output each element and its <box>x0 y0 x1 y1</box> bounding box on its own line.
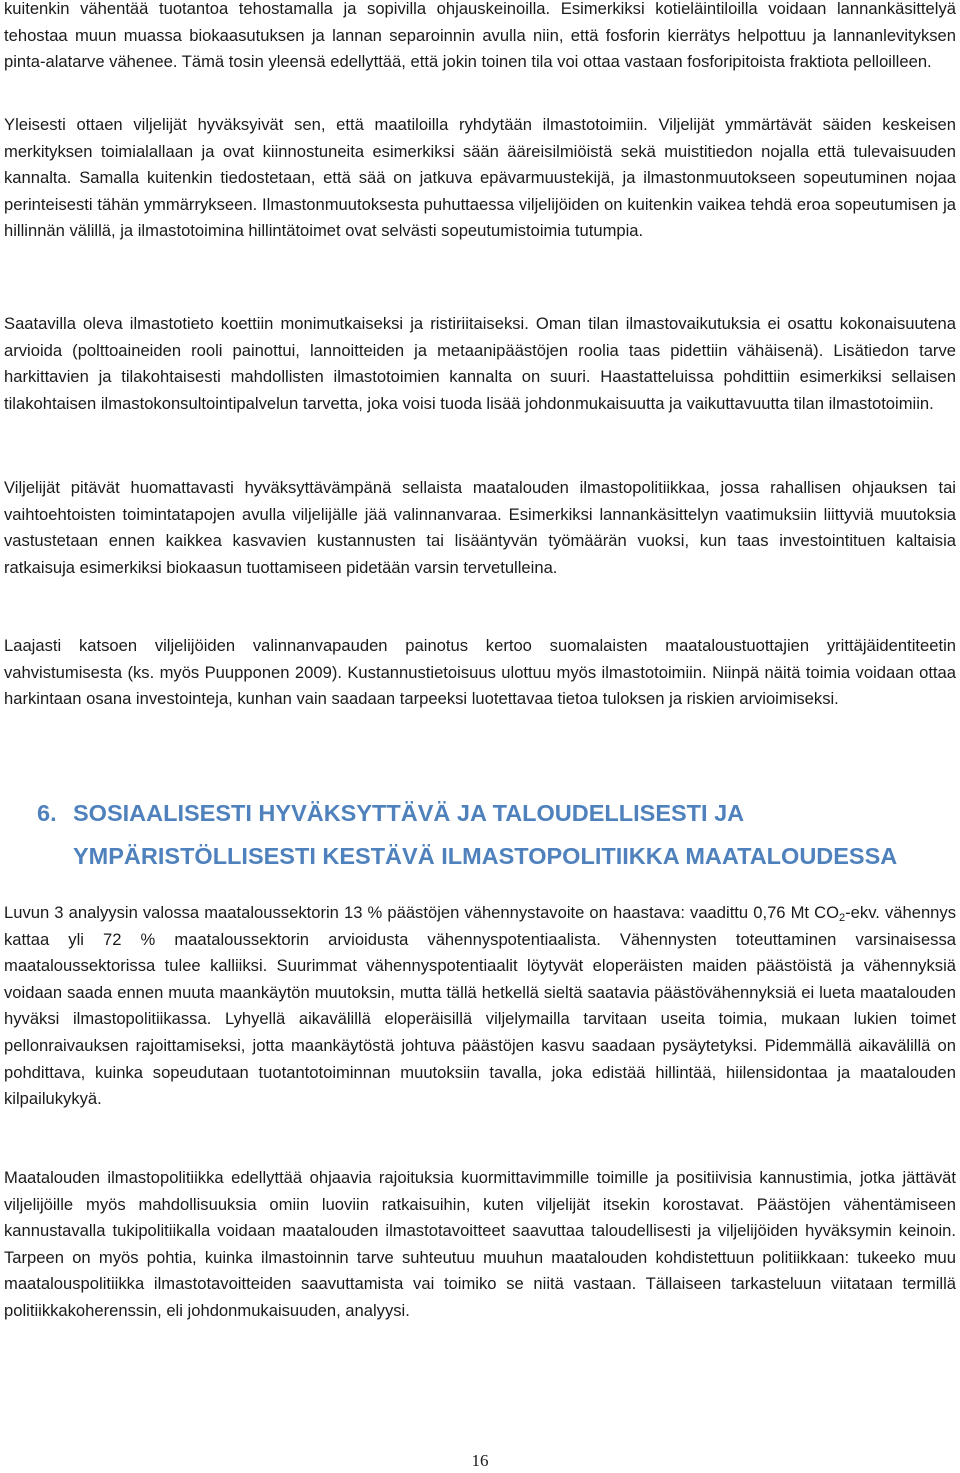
section-title-line-1: SOSIAALISESTI HYVÄKSYTTÄVÄ JA TALOUDELLISESTI JA <box>73 800 745 826</box>
paragraph-farmer-acceptance: Yleisesti ottaen viljelijät hyväksyivät sen, että maatiloilla ryhdytään ilmastotoimiin. Viljelijät ymmärtävät säiden keskeisen merkityksen toimialallaan ja ovat kiinnostuneita esimerkiksi sään ääreisilmiöistä sekä muistitiedon nojalla että tulevaisuuden kannalta. Samalla kuitenkin tiedostetaan, että sää on jatkuva epävarmuustekijä, ja ilmastonmuutokseen sopeutuminen nojaa perinteisesti tähän ymmärrykseen. Ilmastonmuutoksesta puhuttaessa viljelijöiden on kuitenkin vaikea tehdä eroa sopeutumisen ja hillinnän välillä, ja ilmastotoimina hillintätoimet ovat selvästi sopeutumistoimia tutumpia. <box>4 115 956 241</box>
paragraph-policy-preference: Viljelijät pitävät huomattavasti hyväksyttävämpänä sellaista maatalouden ilmastopolitiikkaa, jossa rahallisen ohjauksen tai vaihtoehtoisten toimintatapojen avulla viljelijälle jää valinnanvaraa. Esimerkiksi lannankäsittelyn vaatimuksiin liittyviä muutoksia vastustetaan ennen kaikkea kasvavien kustannusten tai lisääntyvän työmäärän vuoksi, kun taas investointituen kaltaisia ratkaisuja esimerkiksi biokaasun tuottamiseen pidetään varsin tervetulleina. <box>4 478 956 577</box>
paragraph-climate-information: Saatavilla oleva ilmastotieto koettiin monimutkaiseksi ja ristiriitaiseksi. Oman tilan ilmastovaikutuksia ei osattu kokonaisuutena arvioida (polttoaineiden rooli painottui, lannoitteiden ja metaanipäästöjen roolia taas pidettiin vähäisenä). Lisätiedon tarve harkittavien ja tilakohtaisesti mahdollisten ilmastotoimien kannalta on suuri. Haastatteluissa pohdittiin esimerkiksi sellaisen tilakohtaisen ilmastokonsultointipalvelun tarvetta, joka voisi tuoda lisää johdonmukaisuutta ja vaikuttavuutta tilan ilmastotoimiin. <box>4 314 956 413</box>
section-number: 6. <box>37 800 57 826</box>
section-title-line-2: YMPÄRISTÖLLISESTI KESTÄVÄ ILMASTOPOLITIIKKA MAATALOUDESSA <box>73 843 898 869</box>
section-heading <box>37 792 947 878</box>
page-number: 16 <box>471 1451 489 1470</box>
paragraph-freedom-of-choice: Laajasti katsoen viljelijöiden valinnanvapauden painotus kertoo suomalaisten maataloustuottajien yrittäjäidentiteetin vahvistumisesta (ks. myös Puupponen 2009). Kustannustietoisuus ulottuu myös ilmastotoimiin. Niinpä näitä toimia voidaan ottaa harkintaan osana investointeja, kunhan vain saadaan tarpeeksi luotettavaa tietoa tuloksen ja riskien arvioimiseksi. <box>4 636 956 709</box>
co2-subscript: 2 <box>839 912 846 924</box>
paragraph-emission-target-rest: -ekv. vähennys kattaa yli 72 % maataloussektorin arvioidusta vähennyspotentiaalista. Vähennysten toteuttaminen varsinaisessa maataloussektorissa tulee kalliiksi. Suurimmat vähennyspotentiaalit löytyvät eloperäisten maiden päästöistä ja vähennyksiä voidaan saada ennen muuta maankäytön muutoksin, mutta tällä hetkellä sieltä saatavia päästövähennyksiä ei lueta maatalouden hyväksi ilmastopolitiikassa. Lyhyellä aikavälillä eloperäisillä viljelymailla tarvitaan useita toimia, mukaan lukien toimet pellonraivauksen rajoittamiseksi, jotta maankäytöstä johtuva päästöjen kasvu saadaan pysäytetyksi. Pidemmällä aikavälillä on pohdittava, kuinka sopeudutaan tuotantotoiminnan muutoksiin tavalla, joka edistää hillintää, hiilensidontaa ja maatalouden kilpailukykyä. <box>4 903 957 1109</box>
paragraph-phosphorus-recycling: kuitenkin vähentää tuotantoa tehostamalla ja sopivilla ohjauskeinoilla. Esimerkiksi kotieläintiloilla voidaan lannankäsittelyä tehostaa muun muassa biokaasutuksen ja lannan separoinnin avulla niin, että fosforin kierrätys helpottuu ja lannanlevityksen pinta-alatarve vähenee. Tämä tosin yleensä edellyttää, että jokin toinen tila voi ottaa vastaan fosforipitoista fraktiota pelloilleen. <box>4 0 956 72</box>
paragraph-emission-target <box>4 900 956 1113</box>
paragraph-emission-target-start: Luvun 3 analyysin valossa maataloussektorin 13 % päästöjen vähennystavoite on haastava: vaadittu 0,76 Mt CO <box>4 903 840 922</box>
paragraph-policy-coherence: Maatalouden ilmastopolitiikka edellyttää ohjaavia rajoituksia kuormittavimmille toimille ja positiivisia kannustimia, jotka jättävät viljelijöille myös mahdollisuuksia omiin luoviin ratkaisuihin, kuten viljelijät itsekin korostavat. Päästöjen vähentämiseen kannustavalla tukipolitiikalla voidaan maatalouden ilmastotavoitteet saavuttaa taloudellisesti ja viljelijöiden hyväksymin keinoin. Tarpeen on myös pohtia, kuinka ilmastoinnin tarve suhteutuu muuhun maatalouden kohdistettuun politiikkaan: tukeeko muu maatalouspolitiikka ilmastotavoitteiden saavuttamista vai toimiko se niitä vastaan. Tällaiseen tarkasteluun viitataan termillä politiikkakoherenssin, eli johdonmukaisuuden, analyysi. <box>4 1168 956 1320</box>
